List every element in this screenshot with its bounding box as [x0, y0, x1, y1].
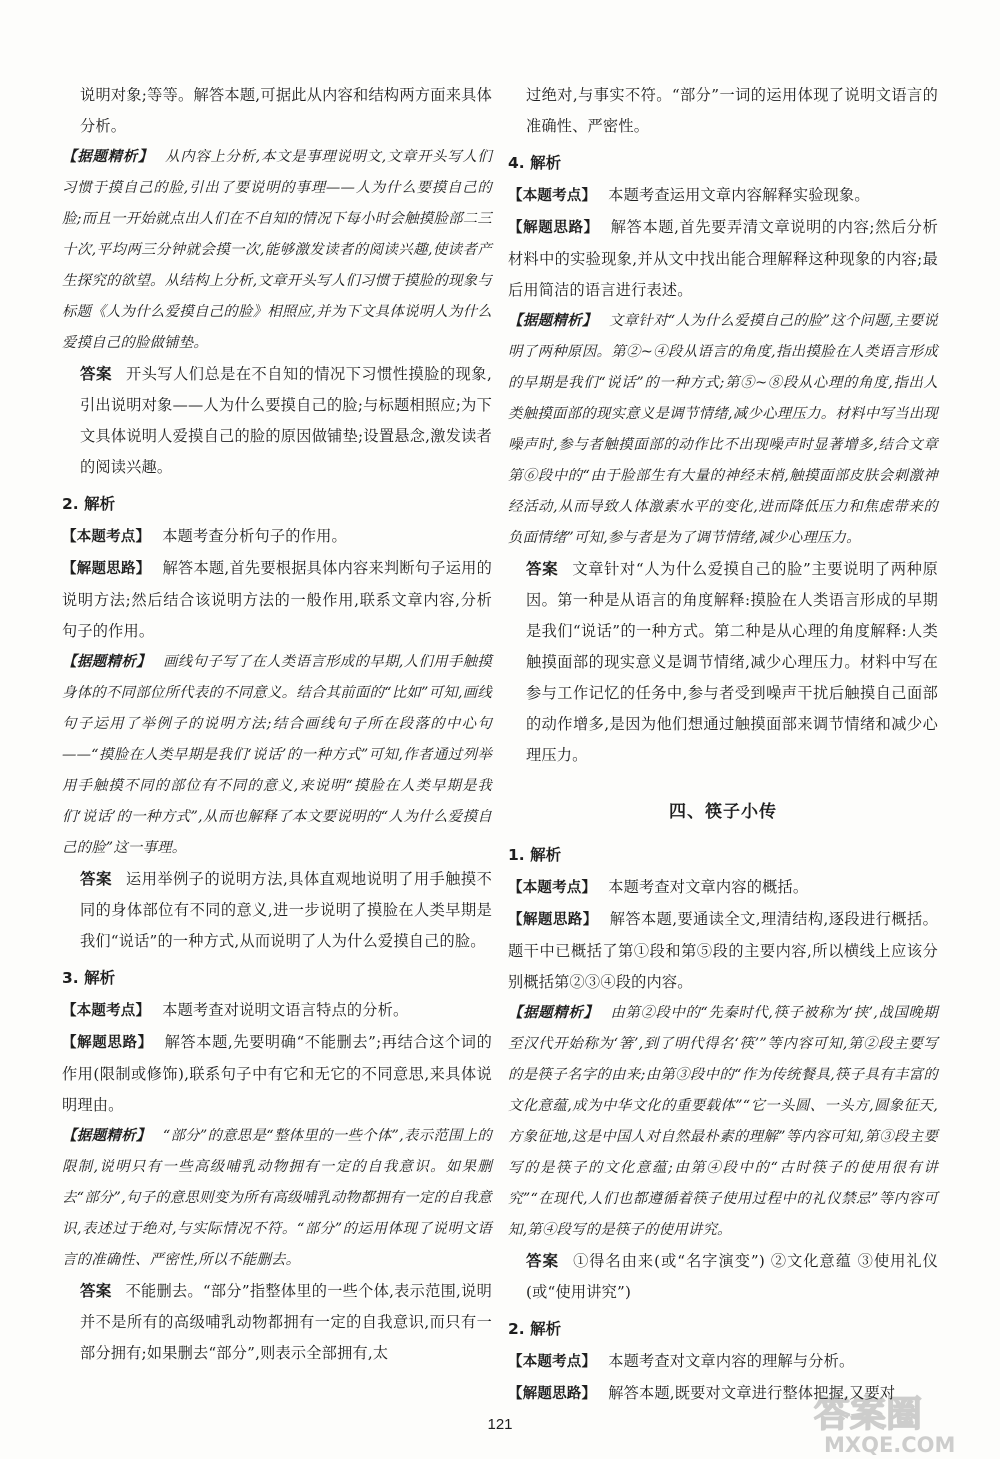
- point-text: 本题考查对文章内容的概括。: [608, 878, 809, 896]
- q1-answer: [62, 359, 492, 483]
- s4q1-analysis: [508, 998, 938, 1246]
- answer-label: 答案: [526, 1252, 560, 1270]
- s4q2-point: [508, 1346, 938, 1378]
- q4-point: [508, 180, 938, 212]
- answer-text: 不能删去。“部分”指整体里的一些个体,表示范围,说明并不是所有的高级哺乳动物都拥有一定的自我意识,而只有一部分拥有;如果删去“部分”,则表示全部拥有,太: [80, 1282, 492, 1362]
- q4-answer: [508, 554, 938, 771]
- q3-answer: [62, 1276, 492, 1369]
- analysis-text: 从内容上分析,本文是事理说明文,文章开头写人们习惯于摸自己的脸,引出了要说明的事理——人为什么要摸自己的脸;而且一开始就点出人们在不自知的情况下每小时会触摸脸部二三十次,平均两三分钟就会摸一次,能够激发读者的阅读兴趣,使读者产生探究的欲望。从结构上分析,文章开头写人们习惯于摸脸的现象与标题《人为什么爱摸自己的脸》相照应,并为下文具体说明人为什么爱摸自己的脸做铺垫。: [62, 149, 492, 351]
- point-text: 本题考查分析句子的作用。: [162, 527, 347, 545]
- q4-idea: [508, 212, 938, 306]
- idea-text: 解答本题,首先要根据具体内容来判断句子运用的说明方法;然后结合该说明方法的一般作用,联系文章内容,分析句子的作用。: [62, 559, 492, 640]
- idea-text: 解答本题,先要明确“不能删去”;再结合这个词的作用(限制或修饰),联系句子中有它和无它的不同意思,来具体说明理由。: [62, 1033, 493, 1114]
- analysis-label: 【据题精析】: [62, 149, 154, 165]
- point-label: 【本题考点】: [62, 529, 151, 545]
- section-title: 四、筷子小传: [669, 802, 777, 822]
- q3-idea: [62, 1027, 492, 1121]
- analysis-text: 画线句子写了在人类语言形成的早期,人们用手触摸身体的不同部位所代表的不同意义。结合其前面的“比如”可知,画线句子运用了举例子的说明方法;结合画线句子所在段落的中心句——“摸脸在人类早期是我们‘说话’的一种方式”可知,作者通过列举用手触摸不同的部位有不同的意义,来说明“摸脸在人类早期是我们‘说话’的一种方式”,从而也解释了本文要说明的“人为什么爱摸自己的脸”这一事理。: [62, 654, 492, 856]
- idea-label: 【解题思路】: [508, 1386, 597, 1402]
- point-text: 本题考查对说明文语言特点的分析。: [162, 1001, 409, 1019]
- idea-text: 解答本题,首先要弄清文章说明的内容;然后分析材料中的实验现象,并从文中找出能合理解释这种现象的内容;最后用简洁的语言进行表述。: [508, 218, 938, 299]
- watermark-logo: [796, 1390, 996, 1456]
- answer-label: 答案: [80, 365, 113, 383]
- s4q1-heading: 1. 解析: [508, 846, 562, 864]
- q2-idea: [62, 553, 492, 647]
- watermark-en: MXQE.COM: [824, 1433, 956, 1456]
- analysis-label: 【据题精析】: [62, 1128, 151, 1144]
- analysis-text: 由第②段中的“先秦时代,筷子被称为‘挟’,战国晚期至汉代开始称为‘箸’,到了明代得名‘筷’”等内容可知,第②段主要写的是筷子名字的由来;由第③段中的“作为传统餐具,筷子具有丰富的文化意蕴,成为中华文化的重要载体”“它一头圆、一头方,圆象征天,方象征地,这是中国人对自然最朴素的理解”等内容可知,第③段主要写的是筷子的文化意蕴;由第④段中的“古时筷子的使用很有讲究”“在现代,人们也都遵循着筷子使用过程中的礼仪禁忌”等内容可知,第④段写的是筷子的使用讲究。: [508, 1005, 938, 1238]
- s4q1-answer: [508, 1246, 938, 1308]
- answer-text: ①得名由来(或“名字演变”) ②文化意蕴 ③使用礼仪(或“使用讲究”): [526, 1252, 939, 1301]
- q1-analysis: [62, 142, 492, 359]
- analysis-label: 【据题精析】: [508, 313, 597, 329]
- answer-label: 答案: [80, 870, 113, 888]
- s4q2-heading: 2. 解析: [508, 1320, 562, 1338]
- page-number: 121: [487, 1416, 513, 1433]
- idea-label: 【解题思路】: [62, 561, 151, 577]
- s4q1-point: [508, 872, 938, 904]
- q2-analysis: [62, 647, 492, 864]
- q2-point: [62, 521, 492, 553]
- analysis-label: 【据题精析】: [508, 1005, 599, 1021]
- idea-text: 解答本题,既要对文章进行整体把握,又要对: [608, 1384, 896, 1402]
- idea-label: 【解题思路】: [62, 1035, 153, 1051]
- q3-heading: 3. 解析: [62, 969, 116, 987]
- watermark-cn: 答案圈: [814, 1394, 923, 1435]
- point-label: 【本题考点】: [62, 1003, 151, 1019]
- point-text: 本题考查对文章内容的理解与分析。: [608, 1352, 855, 1370]
- answer-text: 文章针对“人为什么爱摸自己的脸”主要说明了两种原因。第一种是从语言的角度解释:摸脸在人类语言形成的早期是我们“说话”的一种方式。第二种是从心理的角度解释:人类触摸面部的现实意义是调节情绪,减少心理压力。材料中写在参与工作记忆的任务中,参与者受到噪声干扰后触摸自己面部的动作增多,是因为他们想通过触摸面部来调节情绪和减少心理压力。: [526, 560, 938, 764]
- analysis-label: 【据题精析】: [62, 654, 152, 670]
- point-label: 【本题考点】: [508, 188, 597, 204]
- answer-label: 答案: [80, 1282, 112, 1300]
- answer-text: 运用举例子的说明方法,具体直观地说明了用手触摸不同的身体部位有不同的意义,进一步说明了摸脸在人类早期是我们“说话”的一种方式,从而说明了人为什么爱摸自己的脸。: [80, 870, 492, 950]
- idea-label: 【解题思路】: [508, 912, 598, 928]
- analysis-text: 文章针对“人为什么爱摸自己的脸”这个问题,主要说明了两种原因。第②~④段从语言的角度,指出摸脸在人类语言形成的早期是我们“说话”的一种方式;第⑤~⑧段从心理的角度,指出人类触摸面部的现实意义是调节情绪,减少心理压力。材料中写当出现噪声时,参与者触摸面部的动作比不出现噪声时显著增多,结合文章第⑥段中的“由于脸部生有大量的神经末梢,触摸面部皮肤会刺激神经活动,从而导致人体激素水平的变化,进而降低压力和焦虑带来的负面情绪”可知,参与者是为了调节情绪,减少心理压力。: [508, 313, 939, 546]
- q3-answer-continued: 过绝对,与事实不符。“部分”一词的运用体现了说明文语言的准确性、严密性。: [526, 86, 938, 135]
- q2-answer: [62, 864, 492, 957]
- answer-text: 开头写人们总是在不自知的情况下习惯性摸脸的现象,引出说明对象——人为什么要摸自己的脸;与标题相照应;为下文具体说明人爱摸自己的脸的原因做铺垫;设置悬念,激发读者的阅读兴趣。: [80, 365, 492, 476]
- point-text: 本题考查运用文章内容解释实验现象。: [608, 186, 870, 204]
- intro-paragraph: 说明对象;等等。解答本题,可据此从内容和结构两方面来具体分析。: [80, 86, 492, 135]
- idea-label: 【解题思路】: [508, 220, 599, 236]
- q2-heading: 2. 解析: [62, 495, 116, 513]
- point-label: 【本题考点】: [508, 880, 597, 896]
- q3-point: [62, 995, 492, 1027]
- analysis-text: “部分”的意思是“整体里的一些个体”,表示范围上的限制,说明只有一些高级哺乳动物拥有一定的自我意识。如果删去“部分”,句子的意思则变为所有高级哺乳动物都拥有一定的自我意识,表述过于绝对,与实际情况不符。“部分”的运用体现了说明文语言的准确性、严密性,所以不能删去。: [62, 1128, 492, 1268]
- answer-label: 答案: [526, 560, 559, 578]
- right-column: [508, 80, 938, 1410]
- q3-analysis: [62, 1121, 492, 1276]
- q4-heading: 4. 解析: [508, 154, 562, 172]
- q4-analysis: [508, 306, 938, 554]
- s4q1-idea: [508, 904, 938, 998]
- idea-text: 解答本题,要通读全文,理清结构,逐段进行概括。题干中已概括了第①段和第⑤段的主要内容,所以横线上应该分别概括第②③④段的内容。: [508, 910, 938, 991]
- left-column: [62, 80, 492, 1369]
- point-label: 【本题考点】: [508, 1354, 597, 1370]
